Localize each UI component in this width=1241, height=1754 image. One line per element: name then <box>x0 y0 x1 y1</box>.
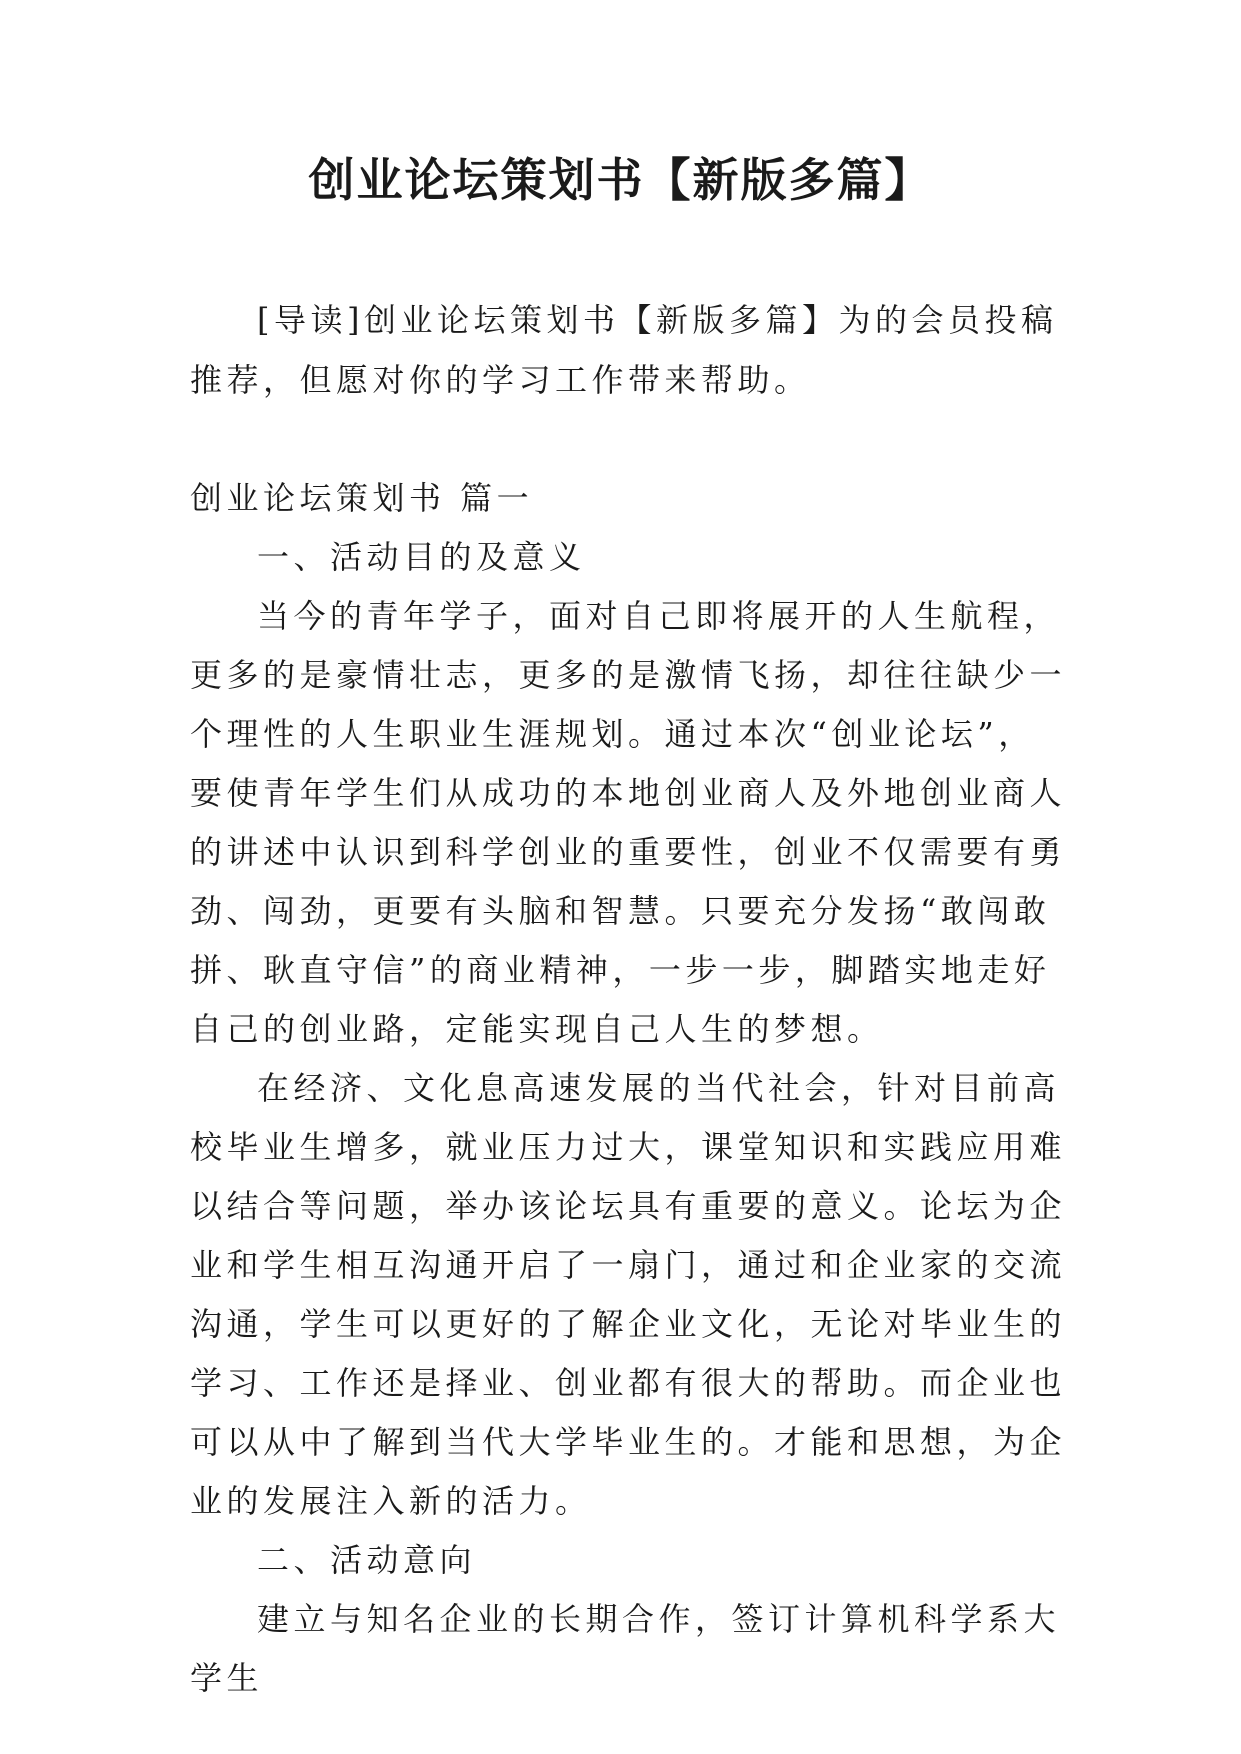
section-title: 创业论坛策划书 篇一 <box>190 479 534 517</box>
paragraph-intent: 建立与知名企业的长期合作，签订计算机科学系大学生 <box>190 1600 1061 1697</box>
document-title: 创业论坛策划书【新版多篇】 <box>308 153 933 207</box>
heading-activity-intent: 二、活动意向 <box>257 1541 477 1579</box>
lead-paragraph: [导读]创业论坛策划书【新版多篇】为的会员投稿推荐，但愿对你的学习工作带来帮助。 <box>190 301 1058 399</box>
paragraph-purpose-2: 在经济、文化息高速发展的当代社会，针对目前高校毕业生增多，就业压力过大，课堂知识和实践应用难以结合等问题，举办该论坛具有重要的意义。论坛为企业和学生相互沟通开启了一扇门，通过和企业家的交流沟通，学生可以更好的了解企业文化，无论对毕业生的学习、工作还是择业、创业都有很大的帮助。而企业也可以从中了解到当代大学毕业生的。才能和思想，为企业的发展注入新的活力。 <box>190 1069 1067 1520</box>
paragraph-purpose-1: 当今的青年学子，面对自己即将展开的人生航程，更多的是豪情壮志，更多的是激情飞扬，却往往缺少一个理性的人生职业生涯规划。通过本次“创业论坛”，要使青年学生们从成功的本地创业商人及外地创业商人的讲述中认识到科学创业的重要性，创业不仅需要有勇劲、闯劲，更要有头脑和智慧。只要充分发扬“敢闯敢拼、耿直守信”的商业精神，一步一步，脚踏实地走好自己的创业路，定能实现自己人生的梦想。 <box>190 597 1067 1048</box>
heading-activity-purpose: 一、活动目的及意义 <box>257 538 586 576</box>
document-body <box>190 290 1070 1708</box>
